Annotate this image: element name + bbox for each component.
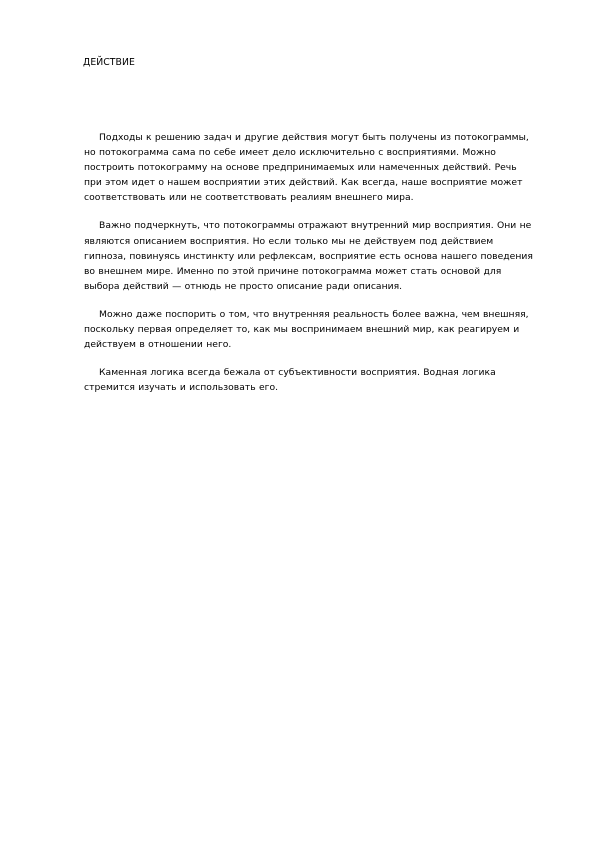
body-text [84,130,534,395]
paragraph-4: Каменная логика всегда бежала от субъективности восприятия. Водная логика стремится изучать и использовать его. [84,367,496,394]
paragraph-3: Можно даже поспорить о том, что внутренняя реальность более важна, чем внешняя, поскольку первая определяет то, как мы воспринимаем внешний мир, как реагируем и действуем в отношении него. [84,308,529,351]
paragraph-1: Подходы к решению задач и другие действия могут быть получены из потокограммы, но потокограмма сама по себе имеет дело исключительно с восприятиями. Можно построить потокограмму на основе предпринимаемых или намеченных действий. Речь при этом идет о нашем восприятии этих действий. Как всегда, наше восприятие может соответствовать или не соответствовать реалиям внешнего мира. [84,132,529,204]
paragraph-2: Важно подчеркнуть, что потокограммы отражают внутренний мир восприятия. Они не являются описанием восприятия. Но если только мы не действуем под действием гипноза, повинуясь инстинкту или рефлексам, восприятие есть основа нашего поведения во внешнем мире. Именно по этой причине потокограмма может стать основой для выбора действий — отнюдь не просто описание ради описания. [84,220,533,292]
page-title: ДЕЙСТВИЕ [83,57,135,68]
